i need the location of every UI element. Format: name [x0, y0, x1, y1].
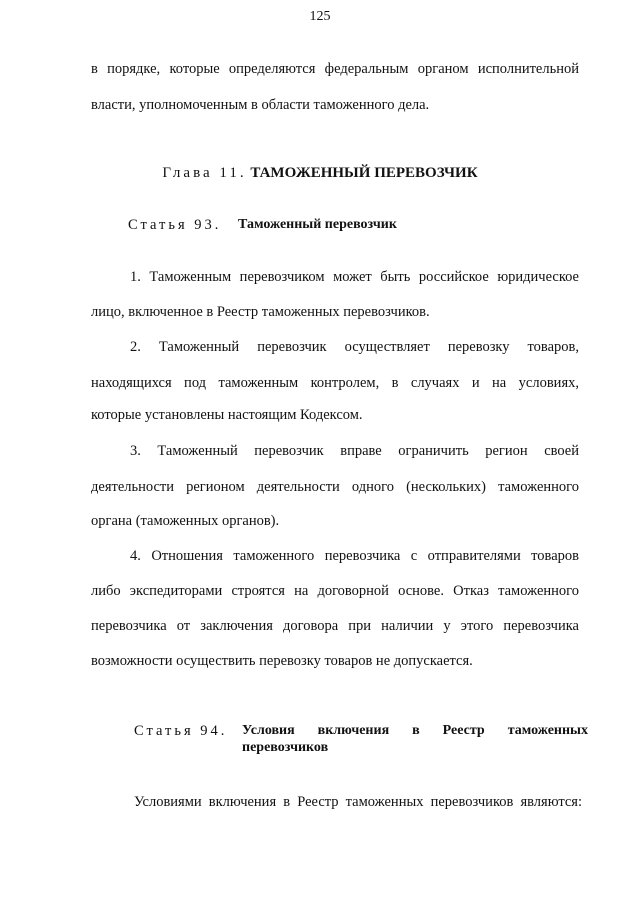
article-93-p3-line-2: деятельности регионом деятельности одного (нескольких) таможенного: [91, 479, 579, 495]
article-93-label: Статья 93.: [128, 217, 222, 233]
article-94-title-line-1: Условия включения в Реестр таможенных: [242, 723, 588, 738]
page-number: 125: [309, 9, 331, 24]
article-93-p4-line-3: перевозчика от заключения договора при наличии у этого перевозчика: [91, 618, 579, 634]
article-93-p2-line-2: находящихся под таможенным контролем, в случаях и на условиях,: [91, 375, 579, 391]
article-93-p4-line-4: возможности осуществить перевозку товаров не допускается.: [91, 653, 473, 669]
chapter-label: Глава 11.: [162, 165, 247, 181]
article-93-p1-line-1: 1. Таможенным перевозчиком может быть российское юридическое: [130, 269, 579, 285]
article-93-title: Таможенный перевозчик: [238, 217, 397, 232]
article-93-p2-line-3: которые установлены настоящим Кодексом.: [91, 407, 363, 423]
article-93-p3-line-1: 3. Таможенный перевозчик вправе ограничить регион своей: [130, 443, 579, 459]
chapter-heading: [0, 164, 640, 182]
article-93-p2-line-1: 2. Таможенный перевозчик осуществляет перевозку товаров,: [130, 339, 579, 355]
article-93-p4-line-1: 4. Отношения таможенного перевозчика с отправителями товаров: [130, 548, 579, 564]
article-94-p1-line-1: Условиями включения в Реестр таможенных перевозчиков являются:: [134, 794, 582, 810]
article-93-p1-line-2: лицо, включенное в Реестр таможенных перевозчиков.: [91, 304, 430, 320]
article-93-p3-line-3: органа (таможенных органов).: [91, 513, 280, 529]
article-94-label: Статья 94.: [134, 723, 228, 739]
article-94-title-line-2: перевозчиков: [242, 740, 329, 755]
intro-line-1: в порядке, которые определяются федеральным органом исполнительной: [91, 61, 579, 77]
chapter-title: ТАМОЖЕННЫЙ ПЕРЕВОЗЧИК: [250, 165, 478, 181]
article-93-p4-line-2: либо экспедиторами строятся на договорной основе. Отказ таможенного: [91, 583, 579, 599]
intro-line-2: власти, уполномоченным в области таможенного дела.: [91, 97, 430, 113]
